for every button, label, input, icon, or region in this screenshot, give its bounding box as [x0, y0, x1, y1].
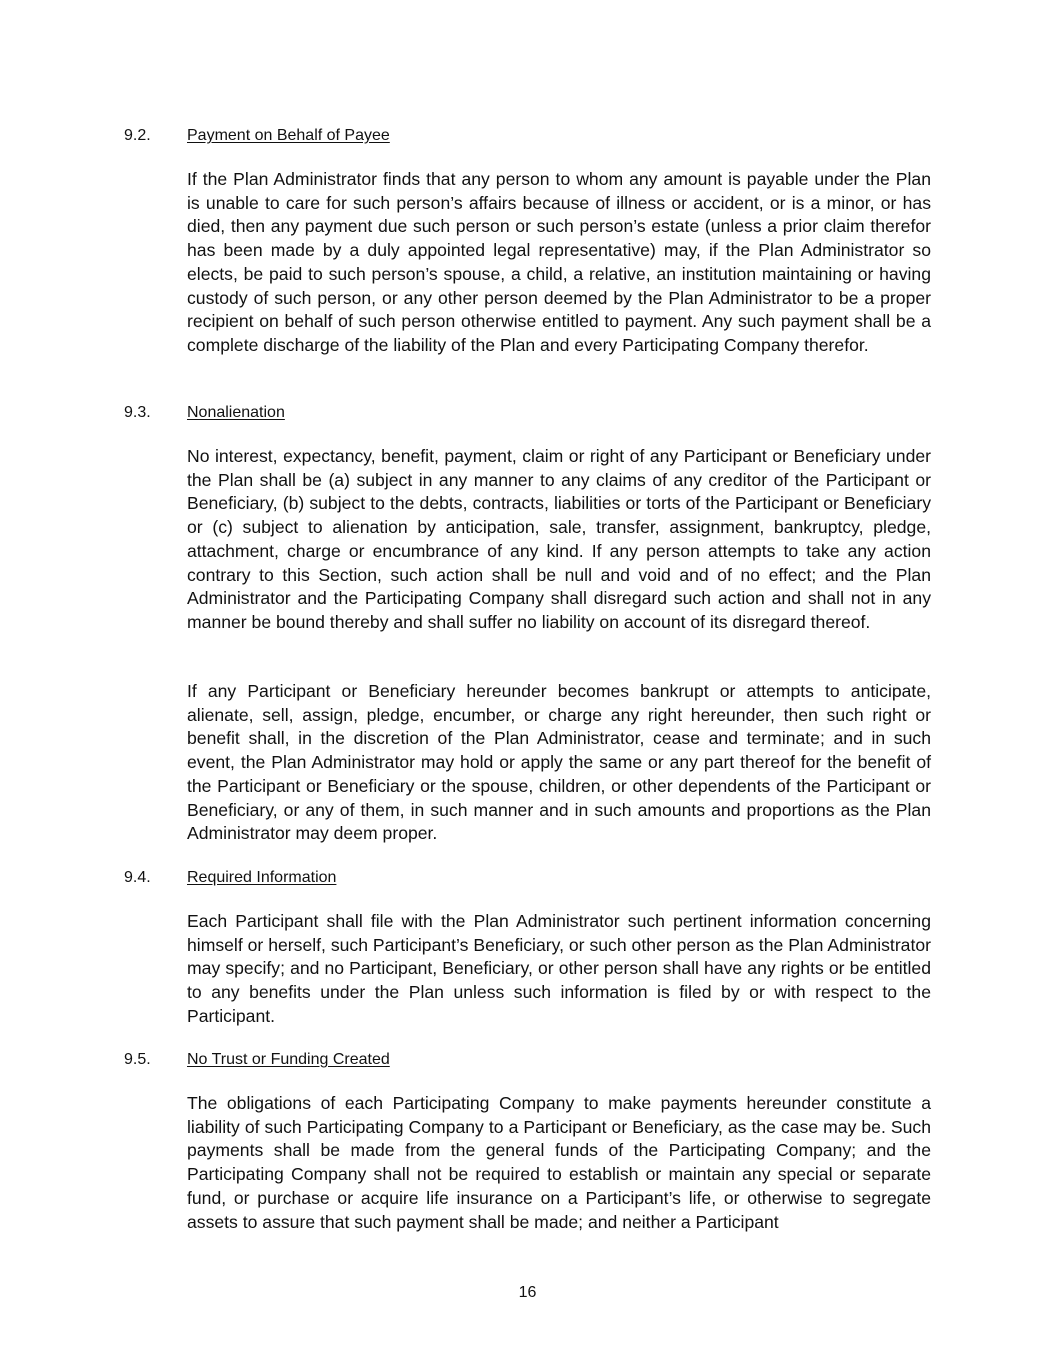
section-number: 9.2. [124, 127, 151, 144]
section-paragraph: If the Plan Administrator finds that any person to whom any amount is payable under the Plan is unable to care for such person’s affairs because of illness or accident, or is a minor, or has died, then any payment due such person or such person’s estate (unless a prior claim therefor has been made by a duly appointed legal representative) may, if the Plan Administrator so elects, be paid to such person’s spouse, a child, a relative, an institution maintaining or having custody of such person, or any other person deemed by the Plan Administrator to be a proper recipient on behalf of such person otherwise entitled to payment. Any such payment shall be a complete discharge of the liability of the Plan and every Participating Company therefor. [187, 169, 931, 355]
section-title: Nonalienation [187, 404, 285, 421]
section-paragraph: If any Participant or Beneficiary hereunder becomes bankrupt or attempts to anticipate, alienate, sell, assign, pledge, encumber, or charge any right hereunder, then such right or benefit shall, in the discretion of the Plan Administrator, cease and terminate; and in such event, the Plan Administrator may hold or apply the same or any part thereof for the benefit of the Participant or Beneficiary or the spouse, children, or other dependents of the Participant or Beneficiary, or any of them, in such manner and in such amounts and proportions as the Plan Administrator may deem proper. [187, 681, 931, 844]
section-number: 9.3. [124, 404, 151, 421]
section-number: 9.5. [124, 1051, 151, 1068]
section-paragraph: The obligations of each Participating Company to make payments hereunder constitute a liability of such Participating Company to a Participant or Beneficiary, as the case may be. Such payments shall be made from the general funds of the Participating Company; and the Participating Company shall not be required to establish or maintain any special or separate fund, or purchase or acquire life insurance on a Participant’s life, or otherwise to segregate assets to assure that such payment shall be made; and neither a Participant [187, 1093, 931, 1232]
section-paragraph: No interest, expectancy, benefit, payment, claim or right of any Participant or Beneficiary under the Plan shall be (a) subject in any manner to any claims of any creditor of the Participant or Beneficiary, (b) subject to the debts, contracts, liabilities or torts of the Participant or Beneficiary or (c) subject to alienation by anticipation, sale, transfer, assignment, bankruptcy, pledge, attachment, charge or encumbrance of any kind. If any person attempts to take any action contrary to this Section, such action shall be null and void and of no effect; and the Plan Administrator and the Participating Company shall disregard such action and shall not in any manner be bound thereby and shall suffer no liability on account of its disregard thereof. [187, 446, 931, 632]
section-number: 9.4. [124, 869, 151, 886]
section-title: Payment on Behalf of Payee [187, 127, 390, 144]
section-title: No Trust or Funding Created [187, 1051, 390, 1068]
section-title: Required Information [187, 869, 337, 886]
section-paragraph: Each Participant shall file with the Plan Administrator such pertinent information concerning himself or herself, such Participant’s Beneficiary, or such other person as the Plan Administrator may specify; and no Participant, Beneficiary, or other person shall have any rights or be entitled to any benefits under the Plan unless such information is filed by or with respect to the Participant. [187, 911, 931, 1026]
page-number: 16 [518, 1284, 537, 1301]
